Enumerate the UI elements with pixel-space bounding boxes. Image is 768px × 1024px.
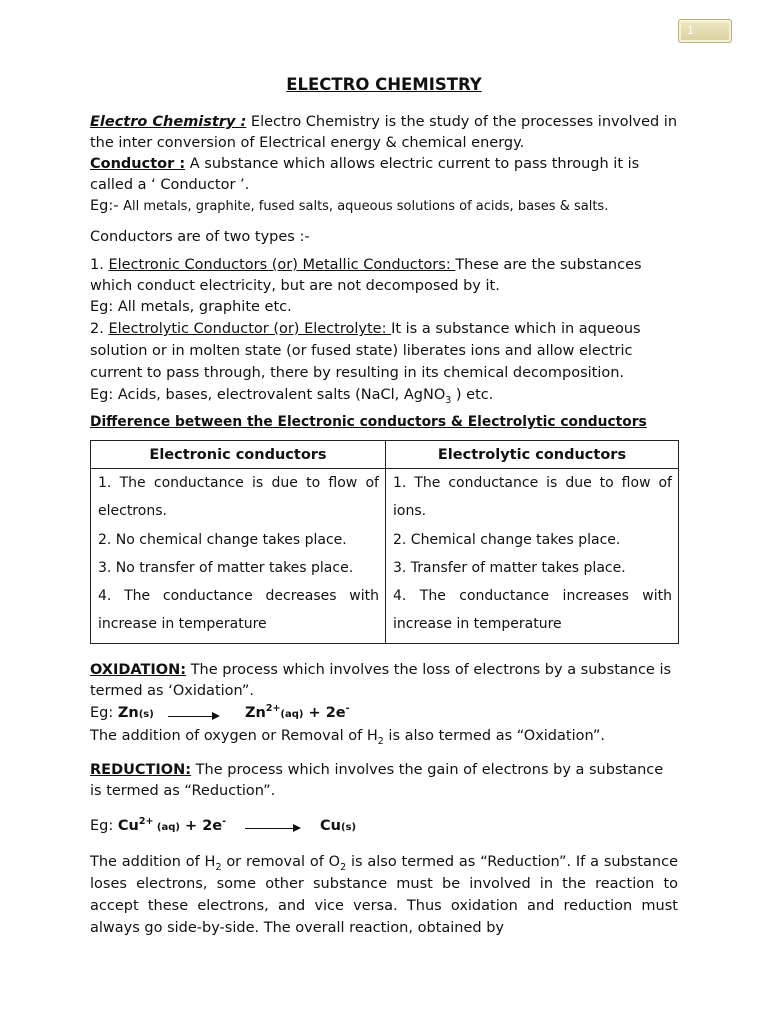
type2-paragraph (90, 318, 678, 406)
electronic-point: 2. No chemical change takes place. (98, 531, 347, 548)
type2-example (90, 387, 494, 406)
electronic-point: 3. No transfer of matter takes place. (98, 559, 354, 576)
conductor-example: All metals, graphite, fused salts, aqueous solutions of acids, bases & salts. (123, 199, 609, 214)
oxidation-paragraph (90, 660, 678, 702)
conductor-example-prefix: Eg:- (90, 198, 124, 214)
conductor-term: Conductor : (90, 156, 186, 172)
type1-text: These are the substances which conduct electricity, but are not decomposed by it. (90, 257, 642, 294)
closing-sub1: 2 (215, 861, 222, 873)
type1-example: Eg: All metals, graphite etc. (90, 299, 292, 315)
page-number: 1 (687, 24, 694, 37)
oxidation-product-charge: 2+ (265, 703, 281, 715)
closing-paragraph (90, 851, 678, 939)
reduction-electron-charge: - (222, 816, 227, 828)
table-header-electronic: Electronic conductors (91, 441, 386, 469)
oxidation-note-sub: 2 (377, 735, 384, 747)
electrolytic-cell (386, 469, 679, 644)
reduction-equation (90, 818, 226, 834)
conductor-paragraph (90, 154, 678, 217)
types-intro: Conductors are of two types :- (90, 229, 310, 245)
reduction-product-symbol: Cu (320, 818, 341, 834)
reduction-definition: The process which involves the gain of electrons by a substance is termed as “Reduction”. (90, 762, 664, 799)
reduction-reactant: Cu (117, 818, 139, 834)
page-number-badge (678, 19, 732, 43)
type1-num: 1. (90, 257, 109, 273)
reduction-reactant-charge: 2+ (138, 816, 154, 828)
electrolytic-point: 4. The conductance increases with increase in temperature (393, 588, 672, 633)
electronic-point: 4. The conductance decreases with increase in temperature (98, 588, 379, 633)
difference-heading-text: Difference between the Electronic conductors & Electrolytic conductors (90, 414, 647, 430)
reduction-term: REDUCTION: (90, 762, 192, 778)
oxidation-product (245, 705, 350, 721)
oxidation-note-b: is also termed as “Oxidation”. (383, 728, 605, 744)
type2-heading: Electrolytic Conductor (or) Electrolyte: (108, 321, 392, 337)
electrolytic-point: 3. Transfer of matter takes place. (393, 559, 626, 576)
oxidation-eg: Eg: (90, 705, 118, 721)
electrolytic-point: 2. Chemical change takes place. (393, 531, 621, 548)
oxidation-product-state: (aq) (280, 709, 304, 720)
page-title: ELECTRO CHEMISTRY (286, 75, 482, 94)
electrolytic-point: 1. The conductance is due to flow of ions. (393, 475, 672, 520)
oxidation-equation (90, 705, 154, 721)
reduction-product (320, 818, 356, 834)
reduction-paragraph (90, 760, 678, 802)
closing-b: or removal of O (221, 854, 341, 870)
oxidation-note (90, 726, 678, 747)
oxidation-arrow (168, 716, 218, 717)
closing-a: The addition of H (90, 854, 216, 870)
oxidation-reactant: Zn (117, 705, 139, 721)
intro-paragraph (90, 112, 678, 154)
table-header-electrolytic: Electrolytic conductors (386, 441, 679, 469)
oxidation-note-a: The addition of oxygen or Removal of H (90, 728, 378, 744)
type2-num: 2. (90, 321, 109, 337)
closing-c: is also termed as “Reduction”. If a substance loses electrons, some other substance must be involved in the reaction to accept these electrons, and vice versa. Thus oxidation and reduction must always go side-by-side. The overall reaction, obtained by (90, 854, 678, 936)
type2-text: It is a substance which in aqueous solution or in molten state (or fused state) liberates ions and allow electric current to pass through, there by resulting in its chemical decomposition. (90, 321, 641, 381)
electronic-point: 1. The conductance is due to flow of electrons. (98, 475, 379, 520)
type1-heading: Electronic Conductors (or) Metallic Conductors: (108, 257, 456, 273)
intro-term: Electro Chemistry : (90, 114, 247, 130)
reduction-product-state: (s) (340, 822, 357, 833)
reduction-reactant-rest: + 2e (179, 818, 223, 834)
difference-heading (90, 412, 678, 433)
oxidation-electron-charge: - (345, 703, 350, 715)
type2-example-sub: 3 (445, 394, 452, 406)
electronic-cell (91, 469, 386, 644)
intro-definition: Electro Chemistry is the study of the processes involved in the inter conversion of Electrical energy & chemical energy. (90, 114, 678, 151)
type2-example-b: ) etc. (451, 387, 494, 403)
oxidation-product-rest: + 2e (303, 705, 346, 721)
type1-paragraph (90, 255, 678, 318)
closing-sub2: 2 (340, 861, 347, 873)
reduction-arrow (245, 828, 299, 829)
reduction-eg: Eg: (90, 818, 118, 834)
reduction-reactant-state: (aq) (153, 822, 180, 833)
oxidation-product-symbol: Zn (245, 705, 266, 721)
oxidation-definition: The process which involves the loss of electrons by a substance is termed as ‘Oxidation”. (90, 662, 672, 699)
oxidation-term: OXIDATION: (90, 662, 187, 678)
type2-example-a: Eg: Acids, bases, electrovalent salts (NaCl, AgNO (90, 387, 446, 403)
oxidation-reactant-state: (s) (138, 709, 154, 720)
comparison-table (90, 440, 679, 644)
conductor-definition: A substance which allows electric current to pass through it is called a ‘ Conductor ’. (90, 156, 640, 193)
